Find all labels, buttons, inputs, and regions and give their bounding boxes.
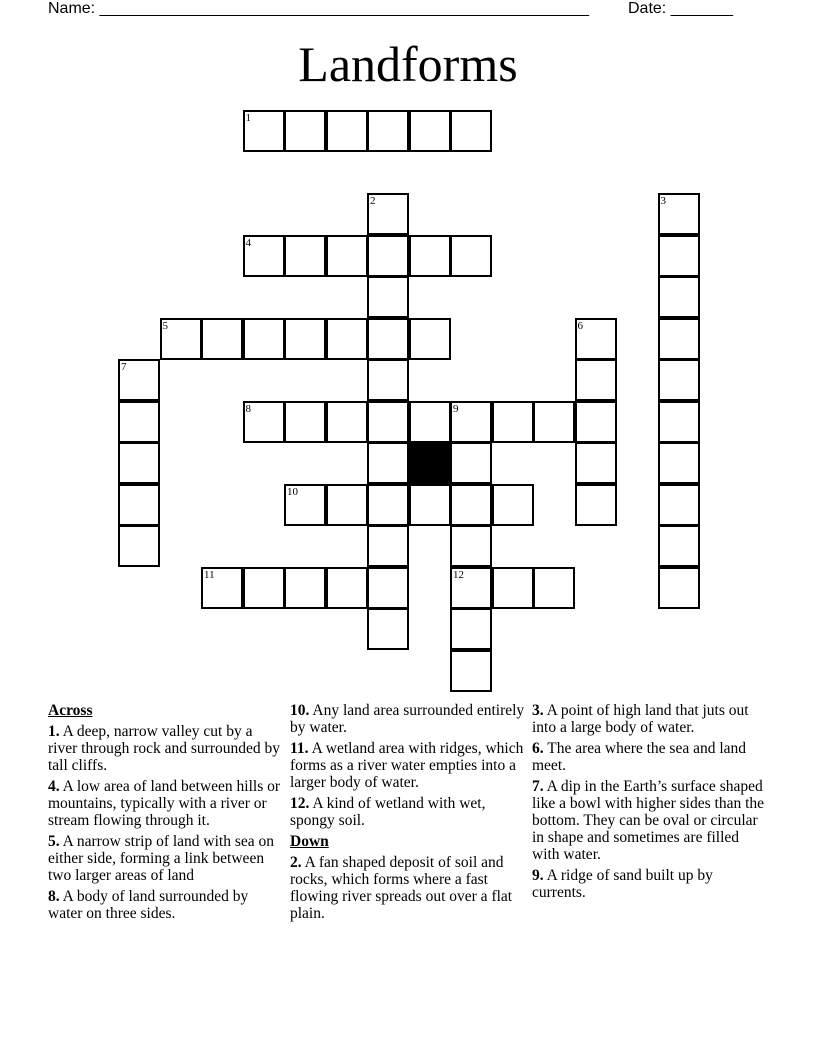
grid-cell[interactable] bbox=[575, 318, 617, 360]
grid-cell[interactable] bbox=[243, 318, 285, 360]
grid-cell[interactable] bbox=[533, 401, 575, 443]
grid-cell[interactable] bbox=[243, 401, 285, 443]
grid-cell[interactable] bbox=[658, 484, 700, 526]
clue-number: 5. bbox=[48, 833, 60, 850]
grid-cell[interactable] bbox=[284, 110, 326, 152]
clue-number: 12. bbox=[290, 795, 310, 812]
cell-number: 7 bbox=[121, 361, 127, 373]
grid-cell[interactable] bbox=[658, 401, 700, 443]
cell-number: 4 bbox=[245, 236, 251, 249]
grid-cell[interactable] bbox=[201, 318, 243, 360]
clue-across-8 bbox=[48, 888, 284, 922]
grid-cell[interactable] bbox=[450, 442, 492, 484]
grid-cell[interactable] bbox=[367, 401, 409, 443]
clue-across-11 bbox=[290, 740, 526, 791]
clue-text: A deep, narrow valley cut by a river through rock and surrounded by tall cliffs. bbox=[48, 723, 281, 774]
grid-cell[interactable] bbox=[367, 110, 409, 152]
grid-cell[interactable] bbox=[450, 110, 492, 152]
clue-text: The area where the sea and land meet. bbox=[532, 740, 747, 774]
grid-cell[interactable] bbox=[118, 442, 160, 484]
clue-text: A ridge of sand built up by currents. bbox=[532, 867, 713, 901]
clue-across-1 bbox=[48, 723, 284, 774]
black-square bbox=[409, 442, 451, 484]
grid-cell[interactable] bbox=[367, 442, 409, 484]
grid-cell[interactable] bbox=[409, 318, 451, 360]
grid-cell[interactable] bbox=[450, 525, 492, 567]
grid-cell[interactable] bbox=[658, 567, 700, 609]
grid-cell[interactable] bbox=[326, 567, 368, 609]
clue-down-7 bbox=[532, 778, 768, 863]
grid-cell[interactable] bbox=[284, 401, 326, 443]
grid-cell[interactable] bbox=[492, 484, 534, 526]
grid-cell[interactable] bbox=[243, 235, 285, 277]
clue-across-5 bbox=[48, 833, 284, 884]
clue-number: 3. bbox=[532, 702, 544, 719]
cell-number: 9 bbox=[453, 402, 459, 415]
cell-number: 1 bbox=[245, 112, 251, 124]
cell-number: 3 bbox=[660, 195, 666, 207]
grid-cell[interactable] bbox=[326, 484, 368, 526]
across-heading: Across bbox=[48, 702, 93, 719]
clue-column-2 bbox=[290, 702, 526, 926]
clue-down-2 bbox=[290, 854, 526, 922]
grid-cell[interactable] bbox=[658, 359, 700, 401]
cell-number: 8 bbox=[245, 402, 251, 415]
clue-across-4 bbox=[48, 778, 284, 829]
clue-down-6 bbox=[532, 740, 768, 774]
clue-text: A fan shaped deposit of soil and rocks, which forms where a fast flowing river spreads out over a flat plain. bbox=[290, 854, 513, 922]
down-heading: Down bbox=[290, 833, 329, 850]
clue-text: A dip in the Earth’s surface shaped like a bowl with higher sides than the bottom. They can be oval or circular in shape and sometimes are filled with water. bbox=[532, 778, 765, 863]
grid-cell[interactable] bbox=[658, 193, 700, 235]
clue-column-3 bbox=[532, 702, 768, 905]
clue-column-1 bbox=[48, 702, 284, 926]
clue-text: Any land area surrounded entirely by water. bbox=[290, 702, 525, 736]
grid-cell[interactable] bbox=[575, 359, 617, 401]
grid-cell[interactable] bbox=[658, 525, 700, 567]
grid-cell[interactable] bbox=[409, 401, 451, 443]
grid-cell[interactable] bbox=[367, 525, 409, 567]
clue-text: A point of high land that juts out into a large body of water. bbox=[532, 702, 749, 736]
date-line[interactable]: Date: _______ bbox=[628, 0, 733, 17]
grid-cell[interactable] bbox=[118, 525, 160, 567]
name-line[interactable]: Name: _______________________________________________________ bbox=[48, 0, 589, 17]
grid-cell[interactable] bbox=[450, 567, 492, 609]
cell-number: 10 bbox=[287, 485, 298, 498]
grid-cell[interactable] bbox=[367, 276, 409, 318]
grid-cell[interactable] bbox=[284, 235, 326, 277]
grid-cell[interactable] bbox=[201, 567, 243, 609]
grid-cell[interactable] bbox=[326, 110, 368, 152]
clue-text: A low area of land between hills or mountains, typically with a river or stream flowing through it. bbox=[48, 778, 281, 829]
clue-number: 10. bbox=[290, 702, 310, 719]
grid-cell[interactable] bbox=[160, 318, 202, 360]
clue-number: 9. bbox=[532, 867, 544, 884]
grid-cell[interactable] bbox=[658, 276, 700, 318]
grid-cell[interactable] bbox=[658, 442, 700, 484]
clue-down-3 bbox=[532, 702, 768, 736]
grid-cell[interactable] bbox=[367, 484, 409, 526]
cell-number: 12 bbox=[453, 568, 464, 581]
grid-cell[interactable] bbox=[284, 484, 326, 526]
grid-cell[interactable] bbox=[367, 567, 409, 609]
clue-number: 6. bbox=[532, 740, 544, 757]
clue-number: 1. bbox=[48, 723, 60, 740]
grid-cell[interactable] bbox=[326, 318, 368, 360]
clue-across-10 bbox=[290, 702, 526, 736]
grid-cell[interactable] bbox=[118, 359, 160, 401]
grid-cell[interactable] bbox=[575, 484, 617, 526]
clue-text: A kind of wetland with wet, spongy soil. bbox=[290, 795, 486, 829]
grid-cell[interactable] bbox=[492, 567, 534, 609]
grid-cell[interactable] bbox=[284, 567, 326, 609]
cell-number: 2 bbox=[370, 195, 376, 207]
clue-number: 7. bbox=[532, 778, 544, 795]
grid-cell[interactable] bbox=[243, 110, 285, 152]
grid-cell[interactable] bbox=[409, 110, 451, 152]
grid-cell[interactable] bbox=[450, 235, 492, 277]
grid-cell[interactable] bbox=[575, 401, 617, 443]
grid-cell[interactable] bbox=[450, 484, 492, 526]
clue-text: A body of land surrounded by water on three sides. bbox=[48, 888, 249, 922]
page-title: Landforms bbox=[298, 36, 518, 92]
cell-number: 11 bbox=[204, 568, 215, 581]
grid-cell[interactable] bbox=[367, 608, 409, 650]
clue-across-12 bbox=[290, 795, 526, 829]
grid-cell[interactable] bbox=[575, 442, 617, 484]
grid-cell[interactable] bbox=[367, 235, 409, 277]
grid-cell[interactable] bbox=[450, 401, 492, 443]
cell-number: 6 bbox=[577, 319, 583, 332]
grid-cell[interactable] bbox=[658, 318, 700, 360]
cell-number: 5 bbox=[162, 319, 168, 332]
grid-cell[interactable] bbox=[243, 567, 285, 609]
clue-down-9 bbox=[532, 867, 768, 901]
grid-cell[interactable] bbox=[450, 650, 492, 692]
grid-cell[interactable] bbox=[118, 484, 160, 526]
grid-cell[interactable] bbox=[118, 401, 160, 443]
grid-cell[interactable] bbox=[658, 235, 700, 277]
grid-cell[interactable] bbox=[533, 567, 575, 609]
grid-cell[interactable] bbox=[367, 193, 409, 235]
clue-number: 2. bbox=[290, 854, 302, 871]
clue-text: A wetland area with ridges, which forms as a river water empties into a larger body of water. bbox=[290, 740, 524, 791]
clue-number: 4. bbox=[48, 778, 60, 795]
grid-cell[interactable] bbox=[409, 484, 451, 526]
clue-number: 11. bbox=[290, 740, 309, 757]
grid-cell[interactable] bbox=[409, 235, 451, 277]
grid-cell[interactable] bbox=[450, 608, 492, 650]
grid-cell[interactable] bbox=[367, 318, 409, 360]
grid-cell[interactable] bbox=[367, 359, 409, 401]
clue-number: 8. bbox=[48, 888, 60, 905]
grid-cell[interactable] bbox=[492, 401, 534, 443]
clue-text: A narrow strip of land with sea on either side, forming a link between two larger areas of land bbox=[48, 833, 275, 884]
grid-cell[interactable] bbox=[326, 401, 368, 443]
grid-cell[interactable] bbox=[326, 235, 368, 277]
grid-cell[interactable] bbox=[284, 318, 326, 360]
